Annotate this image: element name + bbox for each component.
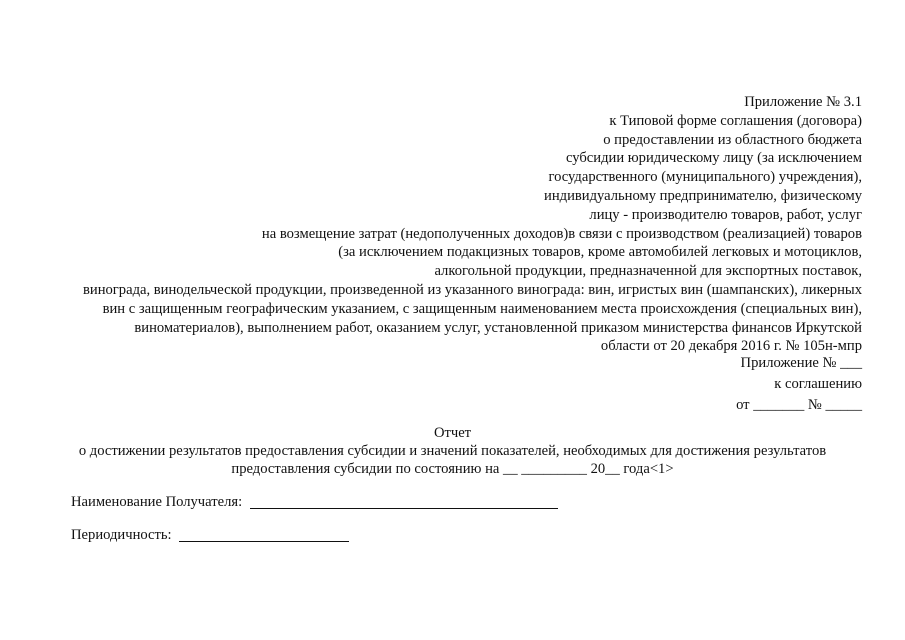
report-subtitle-line: о достижении результатов предоставления субсидии и значений показателей, необходимых для достижения результатов — [78, 443, 827, 459]
header-line: Приложение № 3.1 — [744, 94, 862, 110]
periodicity-field — [71, 526, 349, 544]
header-line: виноматериалов), выполнением работ, оказанием услуг, установленной приказом министерства финансов Иркутской — [134, 319, 862, 336]
header-line: винограда, винодельческой продукции, произведенной из указанного винограда: вин, игристых вин (шампанских), ликерных — [83, 281, 862, 298]
recipient-blank-line[interactable] — [250, 494, 558, 509]
appendix-number: Приложение № ___ — [740, 355, 862, 371]
header-line: вин с защищенным географическим указанием, с защищенным наименованием места происхождения (специальных вин), — [102, 300, 862, 317]
header-line: субсидии юридическому лицу (за исключением — [565, 150, 862, 167]
recipient-field — [71, 493, 558, 511]
report-subtitle — [0, 442, 905, 478]
header-line: области от 20 декабря 2016 г. № 105н-мпр — [600, 338, 862, 355]
report-subtitle-line: предоставления субсидии по состоянию на __ _________ 20__ года<1> — [231, 461, 674, 477]
agreement-appendix-reference — [0, 353, 862, 416]
approval-header — [0, 93, 862, 356]
appendix-date-number: от _______ № _____ — [736, 397, 862, 413]
header-line: (за исключением подакцизных товаров, кроме автомобилей легковых и мотоциклов, — [338, 244, 862, 261]
header-line: государственного (муниципального) учреждения), — [548, 169, 862, 186]
header-line: индивидуальному предпринимателю, физическому — [544, 187, 862, 204]
header-line: к Типовой форме соглашения (договора) — [609, 112, 862, 129]
appendix-agreement-label: к соглашению — [774, 376, 862, 392]
report-title: Отчет — [433, 425, 472, 441]
recipient-label: Наименование Получателя: — [71, 494, 243, 510]
header-line: лицу - производителю товаров, работ, услуг — [589, 206, 862, 223]
periodicity-label: Периодичность: — [71, 527, 172, 543]
header-line: на возмещение затрат (недополученных доходов)в связи с производством (реализацией) товаров — [261, 225, 862, 242]
header-line: алкогольной продукции, предназначенной для экспортных поставок, — [434, 263, 862, 280]
header-line: о предоставлении из областного бюджета — [603, 131, 862, 148]
periodicity-blank-line[interactable] — [179, 527, 349, 542]
